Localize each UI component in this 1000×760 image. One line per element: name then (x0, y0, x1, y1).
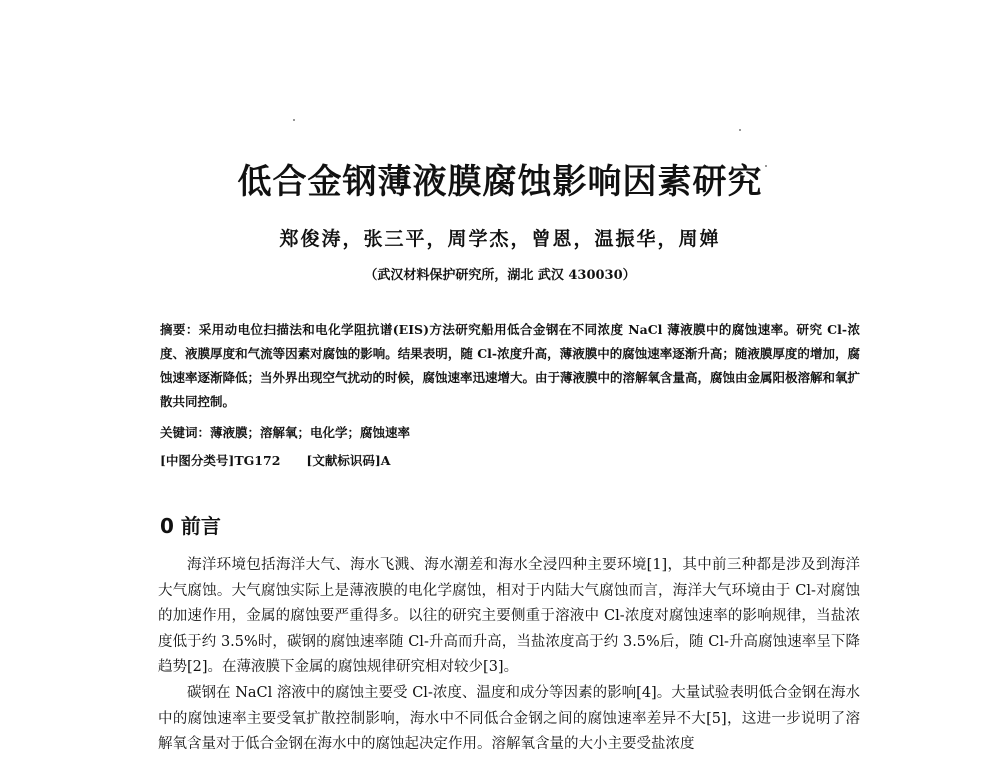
keywords-text: 薄液膜；溶解氧；电化学；腐蚀速率 (210, 425, 411, 440)
abstract-label: 摘要： (160, 322, 199, 337)
section-heading: 0 前言 (160, 514, 221, 538)
class-number: [中图分类号]TG172 (160, 453, 281, 468)
paper-title: 低合金钢薄液膜腐蚀影响因素研究 (237, 162, 763, 202)
abstract-text: 采用动电位扫描法和电化学阻抗谱(EIS)方法研究船用低合金钢在不同浓度 NaCl 薄液膜中的腐蚀速率。研究 Cl-浓度、液膜厚度和气流等因素对腐蚀的影响。结果表明，随 Cl-浓度升高，薄液膜中的腐蚀速率逐渐升高；随液膜厚度的增加，腐蚀速率逐渐降低；当外界出现空气扰动的时候，腐蚀速率迅速增大。由于薄液膜中的溶解氧含量高，腐蚀由金属阳极溶解和氧扩散共同控制。 (160, 322, 861, 409)
paragraph: 碳钢在 NaCl 溶液中的腐蚀主要受 Cl-浓度、温度和成分等因素的影响[4]。大量试验表明低合金钢在海水中的腐蚀速率主要受氧扩散控制影响，海水中不同低合金钢之间的腐蚀速率差异不大[5]，这进一步说明了溶解氧含量对于低合金钢在海水中的腐蚀起决定作用。溶解氧含量的大小主要受盐浓度 (158, 684, 860, 753)
keywords (160, 421, 860, 445)
author-list: 郑俊涛，张三平，周学杰，曾恩，温振华，周婵 (279, 228, 721, 250)
body-text (158, 553, 860, 758)
paragraph: 海洋环境包括海洋大气、海水飞溅、海水潮差和海水全浸四种主要环境[1]，其中前三种都是涉及到海洋大气腐蚀。大气腐蚀实际上是薄液膜的电化学腐蚀，相对于内陆大气腐蚀而言，海洋大气环境由于 Cl-对腐蚀的加速作用，金属的腐蚀要严重得多。以往的研究主要侧重于溶液中 Cl-浓度对腐蚀速率的影响规律，当盐浓度低于约 3.5%时，碳钢的腐蚀速率随 Cl-升高而升高，当盐浓度高于约 3.5%后，随 Cl-升高腐蚀速率呈下降趋势[2]。在薄液膜下金属的腐蚀规律研究相对较少[3]。 (158, 557, 860, 676)
abstract (160, 318, 860, 414)
scan-speck (739, 129, 741, 131)
classification-line (160, 449, 860, 473)
affiliation: （武汉材料保护研究所，湖北 武汉 430030） (364, 268, 636, 283)
keywords-label: 关键词： (160, 425, 211, 440)
scan-speck (293, 119, 295, 121)
doc-code: [文献标识码]A (306, 453, 391, 468)
